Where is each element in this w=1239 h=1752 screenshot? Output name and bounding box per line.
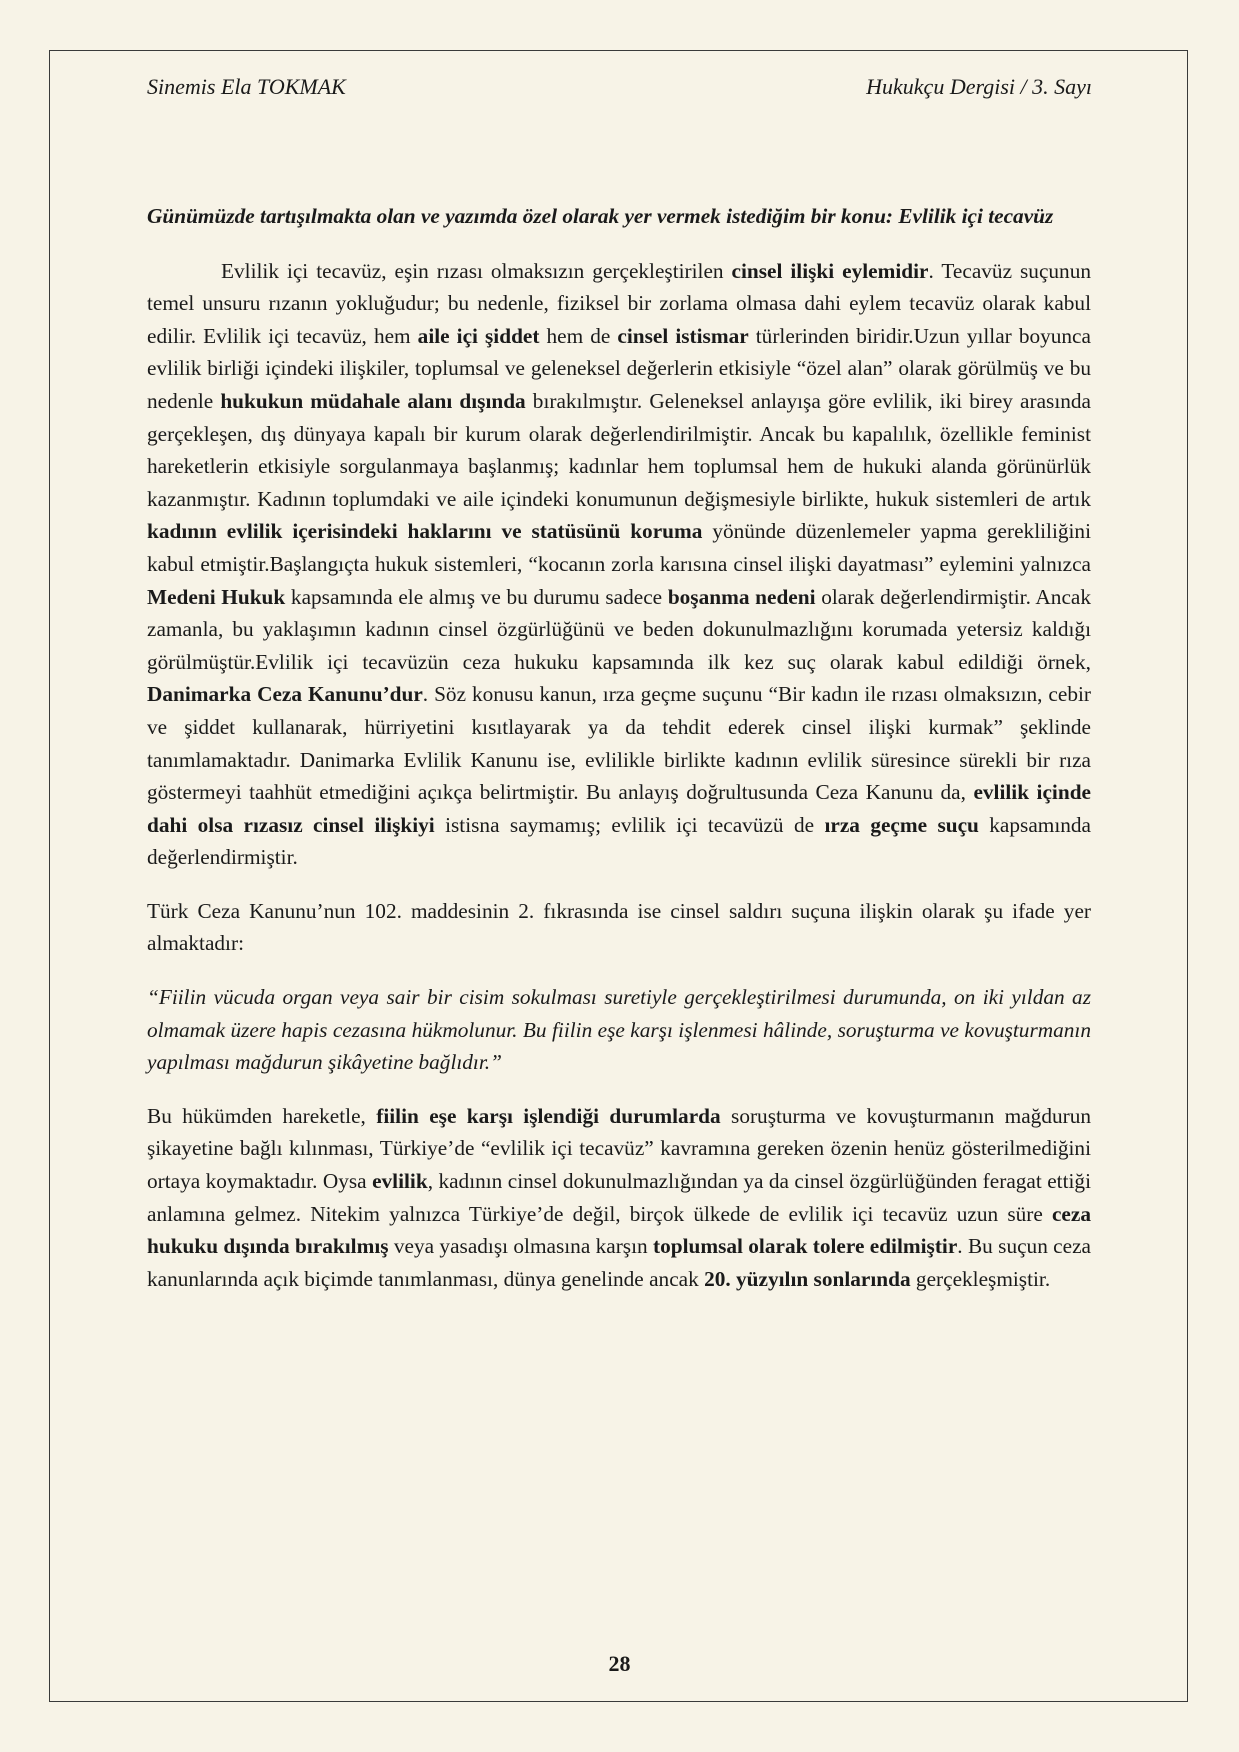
p4-bold-ceza-hukuku: ceza hukuku dışında bırakılmış xyxy=(147,1201,1091,1259)
p4-bold-tolere: toplumsal olarak tolere edilmiştir xyxy=(653,1234,958,1259)
p4-bold-20-yuzyil: 20. yüzyılın sonlarında xyxy=(704,1266,911,1291)
p1-text: türlerinden biridir.Uzun yıllar boyunca evlilik birliği içindeki ilişkiler, toplumsal ve geleneksel değerlerin etkisiyle “özel alan” olarak görülmüş ve bu nedenle xyxy=(147,323,1091,413)
p1-bold-hukukun-mudahale: hukukun müdahale alanı dışında xyxy=(220,388,526,413)
p4-text: soruşturma ve kovuşturmanın mağdurun şikayetine bağlı kılınması, Türkiye’de “evlilik içi tecavüz” kavramına gereken özenin henüz gösterilmediğini ortaya koymaktadır. Oysa xyxy=(147,1103,1091,1194)
p4-bold-evlilik: evlilik xyxy=(372,1169,428,1194)
p1-bold-kadinin-haklari: kadının evlilik içerisindeki haklarını ve statüsünü koruma xyxy=(147,519,703,544)
paragraph-1 xyxy=(147,255,1091,874)
p4-text: , kadının cinsel dokunulmazlığından ya da cinsel özgürlüğünden feragat ettiği anlamına gelmez. Nitekim yalnızca Türkiye’de değil, birçok ülkede de evlilik içi tecavüz uzun süre xyxy=(147,1169,1091,1226)
header-author: Sinemis Ela TOKMAK xyxy=(147,74,346,99)
section-title: Günümüzde tartışılmakta olan ve yazımda özel olarak yer vermek istediğim bir konu: Evlilik içi tecavüz xyxy=(147,204,1054,228)
p1-text: bırakılmıştır. Geleneksel anlayışa göre evlilik, iki birey arasında gerçekleşen, dış dünyaya kapalı bir kurum olarak değerlendirilmiştir. Ancak bu kapalılık, özellikle feminist hareketlerin etkisiyle sorgulanmaya başlanmış; kadınlar hem toplumsal hem de hukuki alanda görünürlük kazanmıştır. Kadının toplumdaki ve aile içindeki konumunun değişmesiyle birlikte, hukuk sistemleri de artık xyxy=(147,388,1091,511)
p4-bold-fiilin-ese: fiilin eşe karşı işlendiği durumlarda xyxy=(376,1103,721,1128)
p1-text: istisna saymamış; evlilik içi tecavüzü de xyxy=(434,812,825,837)
p1-bold-irza-gecme: ırza geçme suçu xyxy=(824,812,979,837)
p4-text: gerçekleşmiştir. xyxy=(910,1266,1051,1291)
running-header xyxy=(147,74,1092,100)
p1-bold-cinsel-iliski: cinsel ilişki eylemidir xyxy=(731,258,929,283)
p1-bold-rizasiz-iliski: evlilik içinde dahi olsa rızasız cinsel ilişkiyi xyxy=(147,780,1091,837)
p1-bold-medeni-hukuk: Medeni Hukuk xyxy=(147,584,286,609)
p1-text: . Tecavüz suçunun temel unsuru rızanın yokluğudur; bu nedenle, fiziksel bir zorlama olmasa dahi eylem tecavüz olarak kabul edilir. Evlilik içi tecavüz, hem xyxy=(147,258,1091,348)
law-quote: “Fiilin vücuda organ veya sair bir cisim sokulması suretiyle gerçekleştirilmesi durumunda, on iki yıldan az olmamak üzere hapis cezasına hükmolunur. Bu fiilin eşe karşı işlenmesi hâlinde, soruşturma ve kovuşturmanın yapılması mağdurun şikâyetine bağlıdır.” xyxy=(147,985,1091,1075)
paragraph-2: Türk Ceza Kanunu’nun 102. maddesinin 2. fıkrasında ise cinsel saldırı suçuna ilişkin olarak şu ifade yer almaktadır: xyxy=(147,898,1091,956)
p4-text: veya yasadışı olmasına karşın xyxy=(388,1234,653,1259)
p1-bold-danimarka: Danimarka Ceza Kanunu’dur xyxy=(147,682,423,707)
p1-text: olarak değerlendirmiştir. Ancak zamanla, bu yaklaşımın kadının cinsel özgürlüğünü ve beden dokunulmazlığını korumada yetersiz kaldığı görülmüştür.Evlilik içi tecavüzün ceza hukuku kapsamında ilk kez suç olarak kabul edildiği örnek, xyxy=(147,584,1091,674)
p1-bold-bosanma-nedeni: boşanma nedeni xyxy=(667,584,816,609)
p1-bold-cinsel-istismar: cinsel istismar xyxy=(617,323,749,348)
p1-text: kapsamında değerlendirmiştir. xyxy=(147,812,1092,870)
header-journal: Hukukçu Dergisi / 3. Sayı xyxy=(866,74,1092,99)
p1-bold-aile-ici-siddet: aile içi şiddet xyxy=(417,323,540,348)
p1-text: Evlilik içi tecavüz, eşin rızası olmaksızın gerçekleştirilen xyxy=(221,258,732,283)
p1-text: . Söz konusu kanun, ırza geçme suçunu “Bir kadın ile rızası olmaksızın, cebir ve şiddet kullanarak, hürriyetini kısıtlayarak ya da tehdit ederek cinsel ilişki kurmak” şeklinde tanımlamaktadır. Danimarka Evlilik Kanunu ise, evlilikle birlikte kadının evlilik süresince sürekli bir rıza göstermeyi taahhüt etmediğini açıkça belirtmiştir. Bu anlayış doğrultusunda Ceza Kanunu da, xyxy=(147,682,1091,805)
p4-text: Bu hükümden hareketle, xyxy=(147,1103,377,1128)
paragraph-4 xyxy=(147,1100,1091,1296)
p1-text: yönünde düzenlemeler yapma gerekliliğini kabul etmiştir.Başlangıçta hukuk sistemleri, “kocanın zorla karısına cinsel ilişki dayatması” eylemini yalnızca xyxy=(147,519,1091,576)
article-body xyxy=(147,200,1091,1316)
p4-text: . Bu suçun ceza kanunlarında açık biçimde tanımlanması, dünya genelinde ancak xyxy=(147,1234,1091,1291)
page-number: 28 xyxy=(608,1651,631,1676)
p1-text: kapsamında ele almış ve bu durumu sadece xyxy=(285,584,668,609)
p1-text: hem de xyxy=(539,323,618,348)
